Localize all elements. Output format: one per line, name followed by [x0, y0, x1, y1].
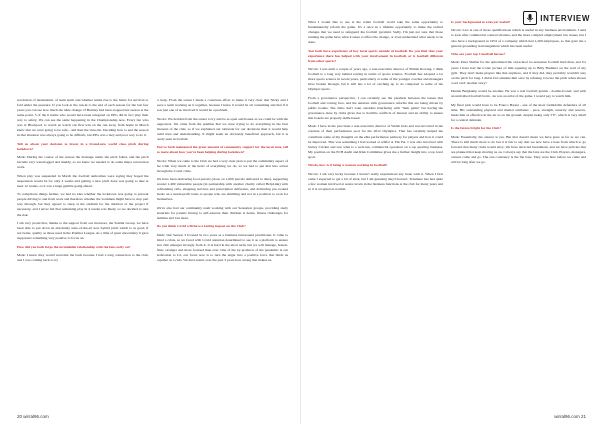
left-column-1 — [17, 98, 149, 406]
right-page — [300, 0, 600, 424]
body-paragraph: Mark: Essentially, the answer is yes. But that doesn't mean we have gone as far as we can. There is still much more to do but it is fair to say that we now have a base from which to go forward that many clubs would envy. We have attracted investment, and we have policies that are planned that keep moving us on. I always say that the fans are the Club. Players, managers, owners come and go. The one constancy is the fan base. They were here before we came and will be long after we go. — [451, 134, 586, 164]
question-heading: Is your background as a lawyer useful? — [451, 20, 511, 24]
left-page-columns — [17, 98, 288, 406]
body-paragraph: Mark: I knew they would welcome me back because I had a long connection to the club, and I was coming back to try — [17, 252, 149, 262]
body-paragraph: We have been delivering food parcels (close on 1,000 parcels delivered to date), supporting around 1,400 vulnerable people (in partnership with another charity called HelpLink) with befriending calls, shopping services and prescription deliveries, and delivering pre-cooked meals on a needs-profit basis to people who are shielding and not in a position to cook for themselves. — [156, 177, 288, 202]
question-heading: How did you both forge the formidable relationship with the fans early on? — [17, 244, 131, 249]
body-paragraph: Nicola: I am very lucky because I haven't really experienced any issue with it. When I first came I expected to get a bit of stick, but I am guessing they'd haven't. Tranmere has had quite a few women involved at senior levels in the business functions at the club for many years and so it is accepted as normal. — [308, 171, 443, 191]
body-paragraph: When play was suspended in March the football authorities were saying they hoped the suspension would be for only 4 weeks and getting a new pitch done was going to take at least 12 weeks, so it was a huge gamble going ahead. — [17, 173, 149, 188]
question-heading: You both have experience of key local sports outside of football. Do you find that your experience there has helped with your involvement in football, or is football different from other sports? — [308, 48, 443, 63]
question-heading: You've both mentioned the great amount of community support for the local area, tell us more about how you've been helping during lockdown? — [156, 145, 288, 155]
right-page-footer: wirral96.com 21 — [554, 414, 586, 419]
body-paragraph: Mark: I have in the past been a non-executive director of Welsh Judo and was involved in the creation of their performance pool for the 2012 Olympics. That has certainly helped me contribute some of my thoughts on the elite performance pathway for players and how it could be improved. This was something I had looked at whilst at The FA. I was also involved with Surrey Cricket and saw what is a well-run, commercial operation on a top sporting business. My position on the ECB Audit and Risk Committee gives me a further insight into a top level sport. — [308, 124, 443, 159]
body-paragraph: Nicola: I was until a couple of years ago, a non-executive director of British Rowing. I think football is a long way behind rowing in terms of sports science. Football has adopted a lot more sports science in recent years, particularly at some of the younger coaches and managers have broken through, but it still has a lot of catching up to do compared to some of the Olympic sports. — [308, 67, 443, 92]
body-paragraph: What I would like to see is the wider football world take the same opportunity to fundamentally reform the game. It's a once in a lifetime opportunity to make the radical changes that we need to safeguard the football pyramid. Sadly, I'm just not sure that those running the game have what it takes to effect the change, or even understand what needs to be done. — [308, 20, 443, 45]
body-paragraph: to help. From the outset I made a conscious effort to make it very clear that Nicky and I were a team working on it together, because I knew it would be all consuming and that if it was just one of us involved it would be a problem. — [156, 98, 288, 113]
left-page-footer: 20 wirral96.com — [17, 414, 49, 419]
body-paragraph: Nicola: Law is one of those qualifications which is useful in any business environment. I tend to look after commercial contract matters, and the more complex employment law issues, but I also have a background as CEO of a company which had 1,200 employees, so that gave me a general grounding in management which has been useful. — [451, 28, 586, 48]
right-column-2 — [451, 20, 586, 406]
question-heading: Who are your top 3 football heroes? — [451, 52, 506, 57]
left-column-2 — [157, 98, 289, 406]
question-heading: Nicola, how is it being a woman working in football? — [308, 163, 388, 168]
right-page-columns — [308, 20, 586, 406]
question-heading: Do you think Covid will have a lasting impact on the Club? — [156, 224, 246, 229]
body-paragraph: Mark: Our Season 3 focused in two years as a business turnaround practitioner. It came to mind a crisis, as we faced with Covid attention determined to see it as a platform to ensure that club emerges strongly from it. It is hard in the short term, but we will manage, honest, fitter, stronger and more focused than ever. One of the by-products of the pandemic is our dedication to L2, our focus now is to turn the anger into a positive force that binds us together as a club. We have learnt over the past 3 years how strong that makes us. — [156, 232, 288, 262]
body-paragraph: Dennis Bergkamp would be another. He was a real football genius - double-footed, and with an unrivalled football brain - he was an artist of the game. I would pay to watch him. — [451, 89, 586, 99]
body-paragraph: I am very proud that, thanks to the support from our investors, the Santini Group, we have been able to put down an absolutely state-of-the-art new hybrid pitch which is as good, if not better, quality as those used in the Premier League. At a time of great uncertainty it gave supporters something very positive to focus on. — [17, 220, 149, 241]
body-paragraph: My final pick would have to be Franco Baresi - one of the most formidable defenders of all time. His outstanding physical and mental attributes - pace, strength, tenacity and reserve, made him as effective in the air as on the ground, despite being only 5'9", which is very small for a central defender. — [451, 102, 586, 122]
body-paragraph: Mark: Peter Shellar for me epitomised the old-school no-nonsense football hard man, and for years I have had the iconic picture of him squaring up to Billy Bremner on the wall of my gym. They don't make players like that anymore, and if they did, they probably wouldn't stay on the pitch for long. I did in fact emulate him once by refusing to leave the pitch when shown a red card: another story! — [451, 60, 586, 85]
question-heading: Is the future bright for the Club? — [451, 126, 502, 131]
body-paragraph: We've also had our community team working with our Sensation groups, providing study materials for parents having to self-educate their children at home, fitness challenges for families and lots more. — [156, 205, 288, 220]
section-title: INTERVIEW — [540, 13, 590, 23]
body-paragraph: Nicola: We decided from the outset to try and be as open and honest as we could be with the supporters. We came from the premise that we were trying to do everything in the best interests of the club, so if we explained our rationale for our decisions then it would help build trust and understanding. It might seem an obviously beneficial approach, but it is rarely seen in football. — [156, 116, 288, 141]
body-paragraph: Nicola: When we came to the Club we had a very clear plan to put the community aspect of the Club very much at the heart of everything we do, so we had to put that into action through the Covid crisis. — [156, 158, 288, 173]
question-heading: Tell us about your decision to invest in a brand-new world class pitch during lockdown? — [17, 141, 149, 151]
body-paragraph: revolution of momentum, of team spirit and whether teams rise to the battle for survival or fold under the pressure. If you look at the run-in to the end of each season for the last few years you can see how much the table change. If Burnley had been stopped last season at the same point, 5 of the 6 teams who would have been relegated on PPG did in fact play their way to safety. We can see the same happening in the Championship now. Every fan who was at Blackpool to watch us watch our first win on the run away from home in March knew that we were going to be safe... and then the virus hit. Deciding how to end the season in that situation was always going to be difficult, but PPG was a lazy and poor way to do it. — [17, 98, 149, 138]
right-column-1 — [308, 20, 443, 406]
body-paragraph: To complicate things further, we had no idea whether the lockdown was going to prevent people driving to and from work and therefore whether the workmen might have to stop part way through, but they agreed to sleep at the stadium for the duration of the project if necessary, and I never felt that remaining play in 4 weeks was likely, so we decided to take the risk. — [17, 192, 149, 217]
body-paragraph: Mark: During the course of the season the drainage under the pitch failed, and the pitch became very waterlogged and muddy, so we knew we needed to do some major renovation work. — [17, 155, 149, 170]
body-paragraph: From a governance perspective, I can certainly see the parallels between the issues that football and rowing face, and the tensions with governance reforms that are being driven by public bodies. The clubs don't want outsiders interfering with "their game" but having the governance done by clubs gives rise to horrible conflicts of interest and an ability to ensure that boards are properly skills-based. — [308, 95, 443, 120]
